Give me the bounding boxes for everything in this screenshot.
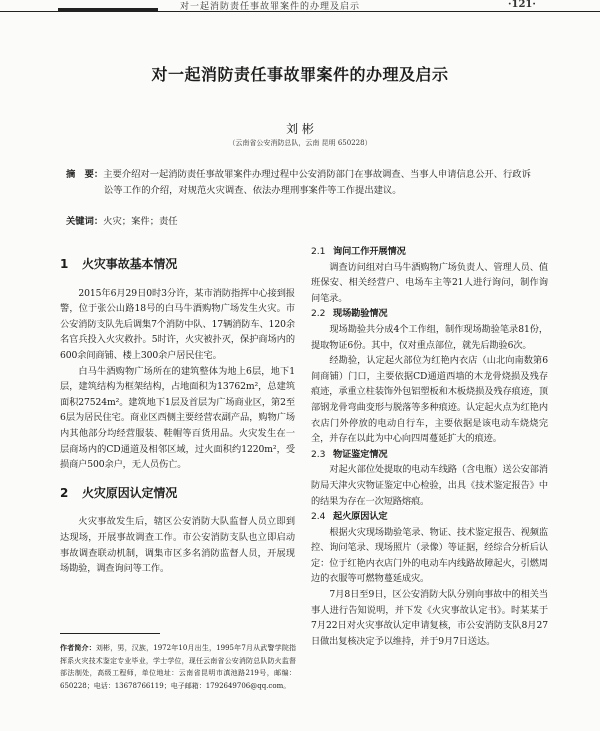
subsection-number: 2.1	[311, 246, 326, 257]
header-title: 对一起消防责任事故罪案件的办理及启示	[180, 2, 361, 12]
paragraph: 对起火部位处提取的电动车线路（含电瓶）送公安部消防局天津火灾物证鉴定中心检验，出具《技术鉴定报告》中的结果为存在一次短路熔痕。	[311, 464, 548, 507]
section-title: 火灾事故基本情况	[82, 257, 178, 271]
paragraph: 现场勘验共分成4个工作组，制作现场勘验笔录81份，提取物证6份。其中，仅对重点部位，就先后勘验6次。	[311, 323, 548, 351]
left-column	[60, 244, 295, 577]
subsection-title: 现场勘验情况	[333, 308, 388, 320]
article-title: 对一起消防责任事故罪案件的办理及启示	[151, 65, 449, 84]
subsection-title: 起火原因认定	[333, 511, 388, 523]
section-heading-2	[60, 486, 295, 502]
section-number: 2	[60, 485, 69, 500]
footnote-label: 作者简介：	[60, 644, 96, 652]
subsection-number: 2.4	[311, 511, 326, 523]
paragraph: 火灾事故发生后，辖区公安消防大队监督人员立即到达现场，开展事故调查工作。市公安消防支队也立即启动事故调查联动机制，调集市区多名消防监督人员，开展现场勘验，调查询问等工作。	[60, 516, 295, 575]
section-heading-1	[60, 257, 295, 273]
paragraph: 经勘验，认定起火部位为红艳内衣店（山北向南数第6间商铺）门口，主要依据CD通道西墙的木龙骨烧损及残存痕迹，承重立柱装饰外包铝塑板和木板烧损及残存痕迹，顶部钢龙骨弯曲变形与脱落等多种痕迹。认定起火点为红艳内衣店门外停放的电动自行车，主要依据是该电动车烧烧完全，并存在以此为中心向四周蔓延扩大的痕迹。	[311, 355, 548, 445]
abstract	[66, 167, 536, 199]
paragraph: 根据火灾现场勘验笔录、物证、技术鉴定报告、视频监控、询问笔录、现场照片（录像）等证据，经综合分析后认定：位于红艳内衣店门外的电动车内线路故障起火，引燃周边的衣服等可燃物蔓延成灾。	[311, 526, 548, 585]
paragraph: 白马牛酒购物广场所在的建筑整体为地上6层，地下1层，建筑结构为框架结构，占地面积为13762m²，总建筑面积27524m²。建筑地下1层及首层为广场商业区，第2至6层为居民住宅。商业区西侧主要经营农副产品，购物广场内其他部分均经营服装、鞋帽等百货用品。火灾发生在一层商场内的CD通道及相邻区域，过火面积约1220m²，受损商户500余户，无人员伤亡。	[60, 365, 295, 471]
subsection-heading	[311, 306, 548, 322]
abstract-text: 主要介绍对一起消防责任事故罪案件办理过程中公安消防部门在事故调查、当事人申请信息公开、行政诉讼等工作的介绍，对规范火灾调查、依法办理刑事案件等工作提出建议。	[103, 169, 531, 196]
section-title: 火灾原因认定情况	[82, 485, 178, 500]
paragraph: 2015年6月29日0时3分许，某市消防指挥中心接到报警，位于张公山路18号的白马牛酒购物广场发生火灾。市公安消防支队先后调集7个消防中队、17辆消防车、120余名官兵投入火灾救扑。5时许，火灾被扑灭，保护商场内的600余间商铺、楼上300余户居民住宅。	[60, 287, 295, 361]
subsection-number: 2.2	[311, 308, 326, 320]
subsection-heading	[311, 447, 548, 463]
subsection-number: 2.3	[311, 448, 326, 460]
section-number: 1	[60, 257, 69, 271]
affiliation: （云南省公安消防总队，云南 昆明 650228）	[228, 139, 372, 147]
subsection-heading	[311, 244, 548, 260]
subsection-heading	[311, 509, 548, 525]
keywords	[66, 213, 536, 227]
subsection-title: 询问工作开展情况	[333, 246, 406, 257]
keywords-text: 火灾；案件；责任	[103, 216, 178, 227]
author: 刘 彬	[286, 122, 314, 136]
running-header	[0, 0, 600, 12]
subsection-title: 物证鉴定情况	[333, 448, 388, 460]
header-rule-bar	[58, 8, 158, 11]
page-number: ·121·	[508, 0, 536, 10]
abstract-label: 摘 要：	[66, 169, 104, 180]
right-column	[311, 244, 548, 649]
keywords-label: 关键词：	[66, 216, 104, 227]
footnote-divider	[60, 633, 160, 634]
footnote-text: 刘彬，男，汉族，1972年10月出生，1995年7月从武警学院指挥系火灾技术鉴定专业毕业，学士学位，现任云南省公安消防总队防火监督部法制处，高级工程师，单位地址：云南省昆明市滇池路219号，邮编：650228；电话：13678766119；电子邮箱：1792649706@qq.com。	[60, 644, 297, 690]
footnote	[60, 642, 296, 692]
paragraph: 调查访问组对白马牛酒购物广场负责人、管理人员、值班保安、相关经营户、电场车主等21人进行询问，制作询问笔录。	[311, 261, 548, 304]
paragraph: 7月8日至9日，区公安消防大队分别向事故中的相关当事人进行告知说明，并下发《火灾事故认定书》。时某某于7月22日对火灾事故认定申请复核，市公安消防支队8月27日做出复核决定予以维持，并于9月7日送达。	[311, 589, 548, 647]
